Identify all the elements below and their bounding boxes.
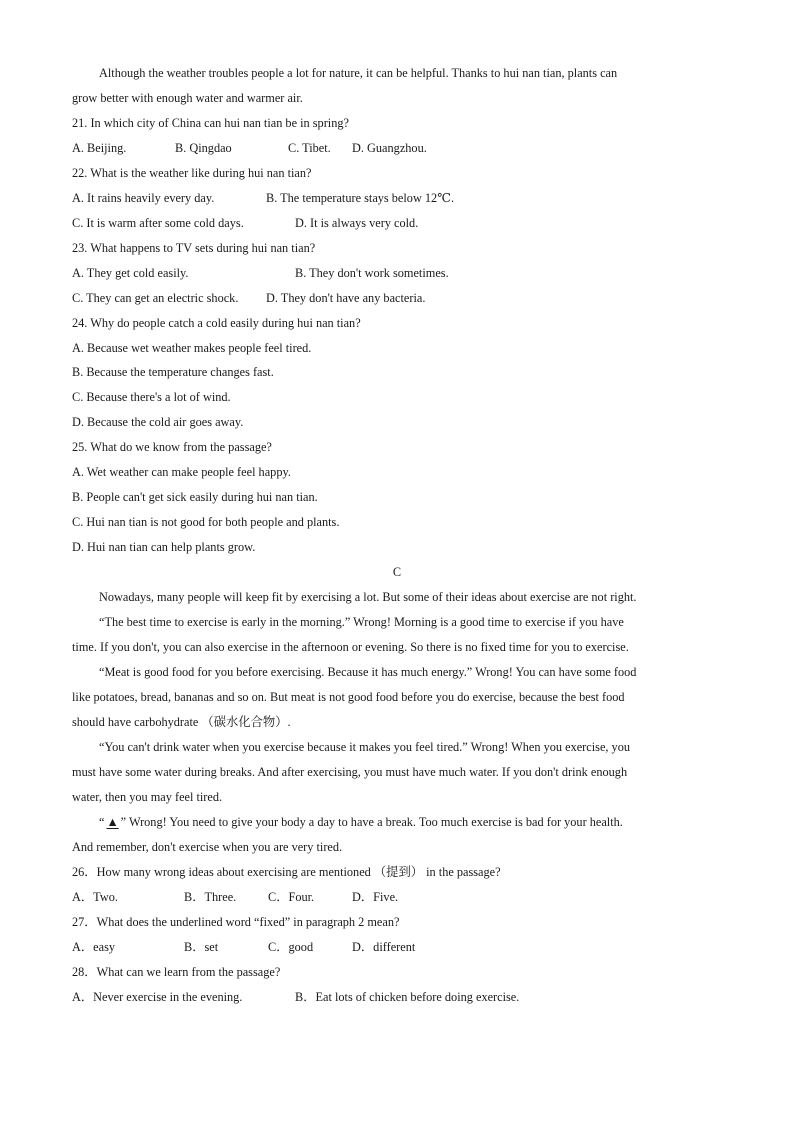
paragraph-line: Nowadays, many people will keep fit by exercising a lot. But some of their ideas about exercise are not right. xyxy=(99,590,637,604)
option: A．Never exercise in the evening. xyxy=(72,990,243,1004)
paragraph-line: grow better with enough water and warmer air. xyxy=(72,91,303,105)
option: B. The temperature stays below 12℃. xyxy=(266,191,455,205)
option: B. Because the temperature changes fast. xyxy=(72,365,274,379)
question-stem: 25. What do we know from the passage? xyxy=(72,440,272,454)
option: D．different xyxy=(352,940,416,954)
option: C. It is warm after some cold days. xyxy=(72,216,244,230)
option: A. Because wet weather makes people feel tired. xyxy=(72,341,312,355)
option-row xyxy=(72,939,722,955)
paragraph-line: “The best time to exercise is early in the morning.” Wrong! Morning is a good time to exercise if you have xyxy=(99,615,624,629)
option-row xyxy=(72,190,722,206)
question-stem: 28．What can we learn from the passage? xyxy=(72,965,281,979)
paragraph-line: must have some water during breaks. And after exercising, you must have much water. If you don't drink enough xyxy=(72,765,628,779)
option: D. Hui nan tian can help plants grow. xyxy=(72,540,256,554)
option: A．easy xyxy=(72,940,116,954)
paragraph-text: ” Wrong! You need to give your body a day to have a break. Too much exercise is bad for your health. xyxy=(120,815,623,829)
option: B. Qingdao xyxy=(175,141,232,155)
option-row xyxy=(72,140,722,156)
quote-open: “ xyxy=(99,815,105,829)
option: A. Wet weather can make people feel happy. xyxy=(72,465,291,479)
answer-blank: ▲ xyxy=(106,815,119,829)
option: B. People can't get sick easily during hui nan tian. xyxy=(72,490,318,504)
paragraph-line: Although the weather troubles people a lot for nature, it can be helpful. Thanks to hui nan tian, plants can xyxy=(99,66,618,80)
option: C. Hui nan tian is not good for both people and plants. xyxy=(72,515,340,529)
option-row xyxy=(72,290,722,306)
paragraph-line: time. If you don't, you can also exercise in the afternoon or evening. So there is no fixed time for you to exercise. xyxy=(72,640,629,654)
option: D. Guangzhou. xyxy=(352,141,427,155)
question-stem: 22. What is the weather like during hui nan tian? xyxy=(72,166,312,180)
option: D. They don't have any bacteria. xyxy=(266,291,426,305)
option: B．Eat lots of chicken before doing exercise. xyxy=(295,990,520,1004)
paragraph-line: like potatoes, bread, bananas and so on. But meat is not good food before you do exercise, because the best food xyxy=(72,690,625,704)
question-stem: 26．How many wrong ideas about exercising are mentioned （提到） in the passage? xyxy=(72,865,501,879)
section-heading: C xyxy=(392,565,402,579)
option: C．good xyxy=(268,940,314,954)
option: B．Three. xyxy=(184,890,237,904)
question-stem: 23. What happens to TV sets during hui nan tian? xyxy=(72,241,316,255)
paragraph-line: “Meat is good food for you before exercising. Because it has much energy.” Wrong! You can have some food xyxy=(99,665,637,679)
paragraph-line xyxy=(99,814,722,830)
option-row xyxy=(72,265,722,281)
option: A．Two. xyxy=(72,890,118,904)
option: C. They can get an electric shock. xyxy=(72,291,239,305)
option: D．Five. xyxy=(352,890,399,904)
paragraph-line: “You can't drink water when you exercise because it makes you feel tired.” Wrong! When you exercise, you xyxy=(99,740,630,754)
option-row xyxy=(72,889,722,905)
option: A. It rains heavily every day. xyxy=(72,191,215,205)
option: B. They don't work sometimes. xyxy=(295,266,449,280)
option-row xyxy=(72,215,722,231)
question-stem: 21. In which city of China can hui nan tian be in spring? xyxy=(72,116,349,130)
option: A. Beijing. xyxy=(72,141,127,155)
option: C. Because there's a lot of wind. xyxy=(72,390,231,404)
option: D. It is always very cold. xyxy=(295,216,419,230)
option: C．Four. xyxy=(268,890,315,904)
paragraph-line: should have carbohydrate （碳水化合物）. xyxy=(72,715,291,729)
option: A. They get cold easily. xyxy=(72,266,189,280)
paragraph-line: water, then you may feel tired. xyxy=(72,790,223,804)
question-stem: 24. Why do people catch a cold easily during hui nan tian? xyxy=(72,316,361,330)
option: B．set xyxy=(184,940,219,954)
paragraph-line: And remember, don't exercise when you are very tired. xyxy=(72,840,343,854)
question-stem: 27．What does the underlined word “fixed” in paragraph 2 mean? xyxy=(72,915,400,929)
option-row xyxy=(72,989,722,1005)
option: C. Tibet. xyxy=(288,141,331,155)
option: D. Because the cold air goes away. xyxy=(72,415,244,429)
